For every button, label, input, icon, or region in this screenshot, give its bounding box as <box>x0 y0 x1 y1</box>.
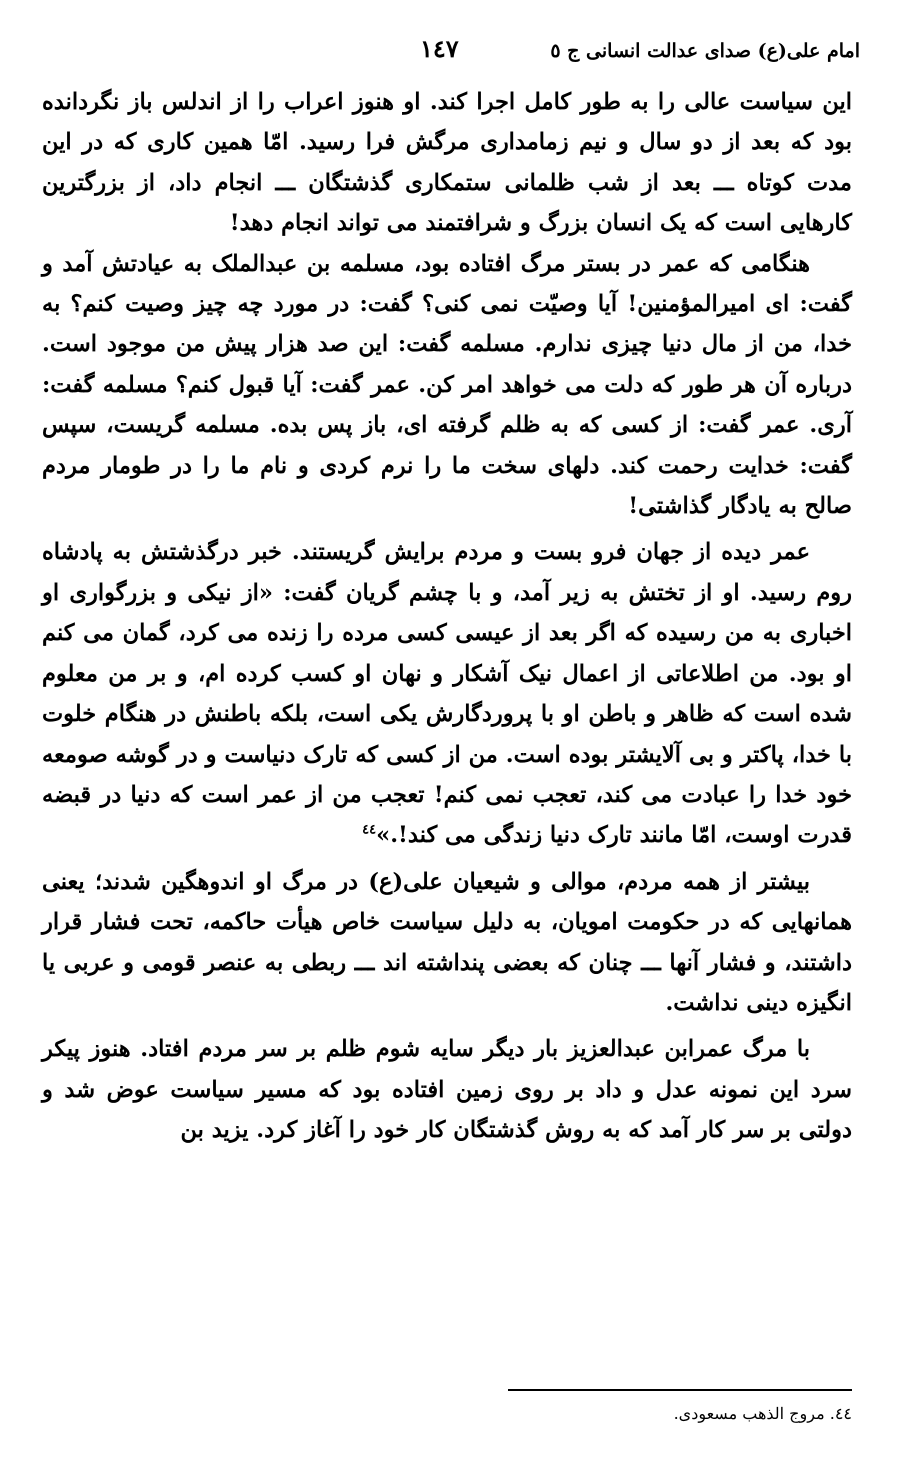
paragraph: با مرگ عمرابن عبدالعزیز بار دیگر سایه شوم ظلم بر سر مردم افتاد. هنوز پیکر سرد این نمونه عدل و داد بر روی زمین افتاده بود که مسیر سیاست عوض شد و دولتی بر سر کار آمد که به روش گذشتگان کار خود را آغاز کرد. یزید بن <box>42 1036 852 1144</box>
footnote-reference[interactable]: ٤٤ <box>362 822 377 838</box>
page-header <box>40 34 860 74</box>
footnote-separator <box>508 1389 852 1391</box>
paragraph: هنگامی که عمر در بستر مرگ افتاده بود، مسلمه بن عبدالملک به عیادتش آمد و گفت: ای امیرالمؤمنین! آیا وصیّت نمی کنی؟ گفت: در مورد چه چیز وصیت کنم؟ به خدا، من از مال دنیا چیزی ندارم. مسلمه گفت: این صد هزار پیش من موجود است. درباره آن هر طور که دلت می خواهد امر کن. عمر گفت: آیا قبول کنم؟ مسلمه گفت: آری. عمر گفت: از کسی که به ظلم گرفته ای، باز پس بده. مسلمه گریست، سپس گفت: خدایت رحمت کند. دلهای سخت ما را نرم کردی و نام ما را در طومار مردم صالح به یادگار گذاشتی! <box>42 250 852 520</box>
paragraph <box>42 532 852 855</box>
paragraph: این سیاست عالی را به طور کامل اجرا کند. او هنوز اعراب را از اندلس باز نگردانده بود که بعد از دو سال و نیم زمامداری مرگش فرا رسید. امّا همین کاری که در این مدت کوتاه ـــ بعد از شب ظلمانی ستمکاری گذشتگان ـــ انجام داد، از بزرگترین کارهایی است که یک انسان بزرگ و شرافتمند می تواند انجام دهد! <box>42 89 852 237</box>
paragraph-text: عمر دیده از جهان فرو بست و مردم برایش گریستند. خبر درگذشتش به پادشاه روم رسید. او از تختش به زیر آمد، و با چشم گریان گفت: «از نیکی و بزرگواری او اخباری به من رسیده که اگر بعد از عیسی کسی مرده را زنده می کرد، گمان می کنم او بود. من اطلاعاتی از اعمال نیک آشکار و نهان او کسب کرده ام، و بر من معلوم شده است که ظاهر و باطن او با پروردگارش یکی است، بلکه باطنش در هنگام خلوت با خدا، پاکتر و بی آلایشتر بوده است. من از کسی که تارک دنیاست و در گوشه صومعه خود خدا را عبادت می کند، تعجب نمی کنم! تعجب من از عمر است که دنیا در قبضه قدرت اوست، امّا مانند تارک دنیا زندگی می کند!.» <box>42 539 852 849</box>
body-text <box>42 82 852 1151</box>
running-title: امام علی(ع) صدای عدالت انسانی ج ٥ <box>550 40 860 62</box>
paragraph: بیشتر از همه مردم، موالی و شیعیان علی(ع) در مرگ او اندوهگین شدند؛ یعنی همانهایی که در حکومت امویان، به دلیل سیاست خاص هیأت حاکمه، تحت فشار قرار داشتند، و فشار آنها ـــ چنان که بعضی پنداشته اند ـــ ربطی به عنصر قومی و عربی یا انگیزه دینی نداشت. <box>42 868 852 1016</box>
page-number: ١٤٧ <box>420 34 459 63</box>
footnote: ٤٤. مروج الذهب مسعودی. <box>673 1404 852 1423</box>
